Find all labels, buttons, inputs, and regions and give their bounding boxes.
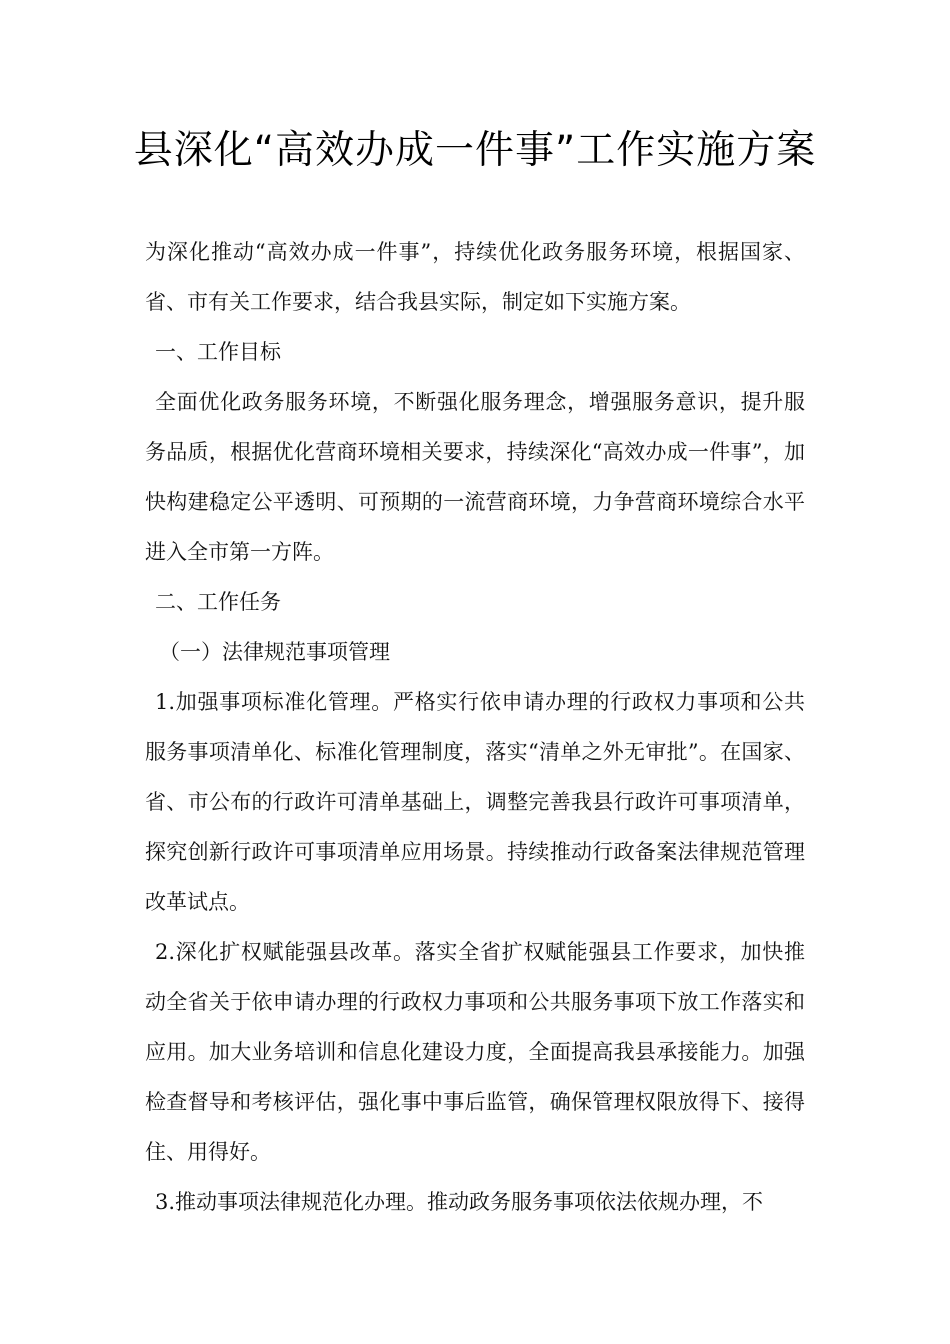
section-heading-goals: 一、工作目标 — [155, 340, 281, 364]
subsection-heading-legal: （一）法律规范事项管理 — [159, 640, 390, 664]
document-body — [145, 227, 805, 1227]
task-item-1: 1.加强事项标准化管理。严格实行依申请办理的行政权力事项和公共服务事项清单化、标准化管理制度，落实“清单之外无审批”。在国家、省、市公布的行政许可清单基础上，调整完善我县行政许可事项清单，探究创新行政许可事项清单应用场景。持续推动行政备案法律规范管理改革试点。 — [145, 690, 805, 914]
document-title: 县深化“高效办成一件事”工作实施方案 — [133, 128, 817, 173]
goals-paragraph: 全面优化政务服务环境，不断强化服务理念，增强服务意识，提升服务品质，根据优化营商环境相关要求，持续深化“高效办成一件事”，加快构建稳定公平透明、可预期的一流营商环境，力争营商环境综合水平进入全市第一方阵。 — [145, 390, 805, 564]
task-item-2: 2.深化扩权赋能强县改革。落实全省扩权赋能强县工作要求，加快推动全省关于依申请办理的行政权力事项和公共服务事项下放工作落实和应用。加大业务培训和信息化建设力度，全面提高我县承接能力。加强检查督导和考核评估，强化事中事后监管，确保管理权限放得下、接得住、用得好。 — [145, 940, 805, 1164]
intro-paragraph: 为深化推动“高效办成一件事”，持续优化政务服务环境，根据国家、省、市有关工作要求，结合我县实际，制定如下实施方案。 — [145, 240, 805, 314]
task-item-3: 3.推动事项法律规范化办理。推动政务服务事项依法依规办理，不 — [155, 1190, 764, 1214]
section-heading-tasks: 二、工作任务 — [155, 590, 281, 614]
